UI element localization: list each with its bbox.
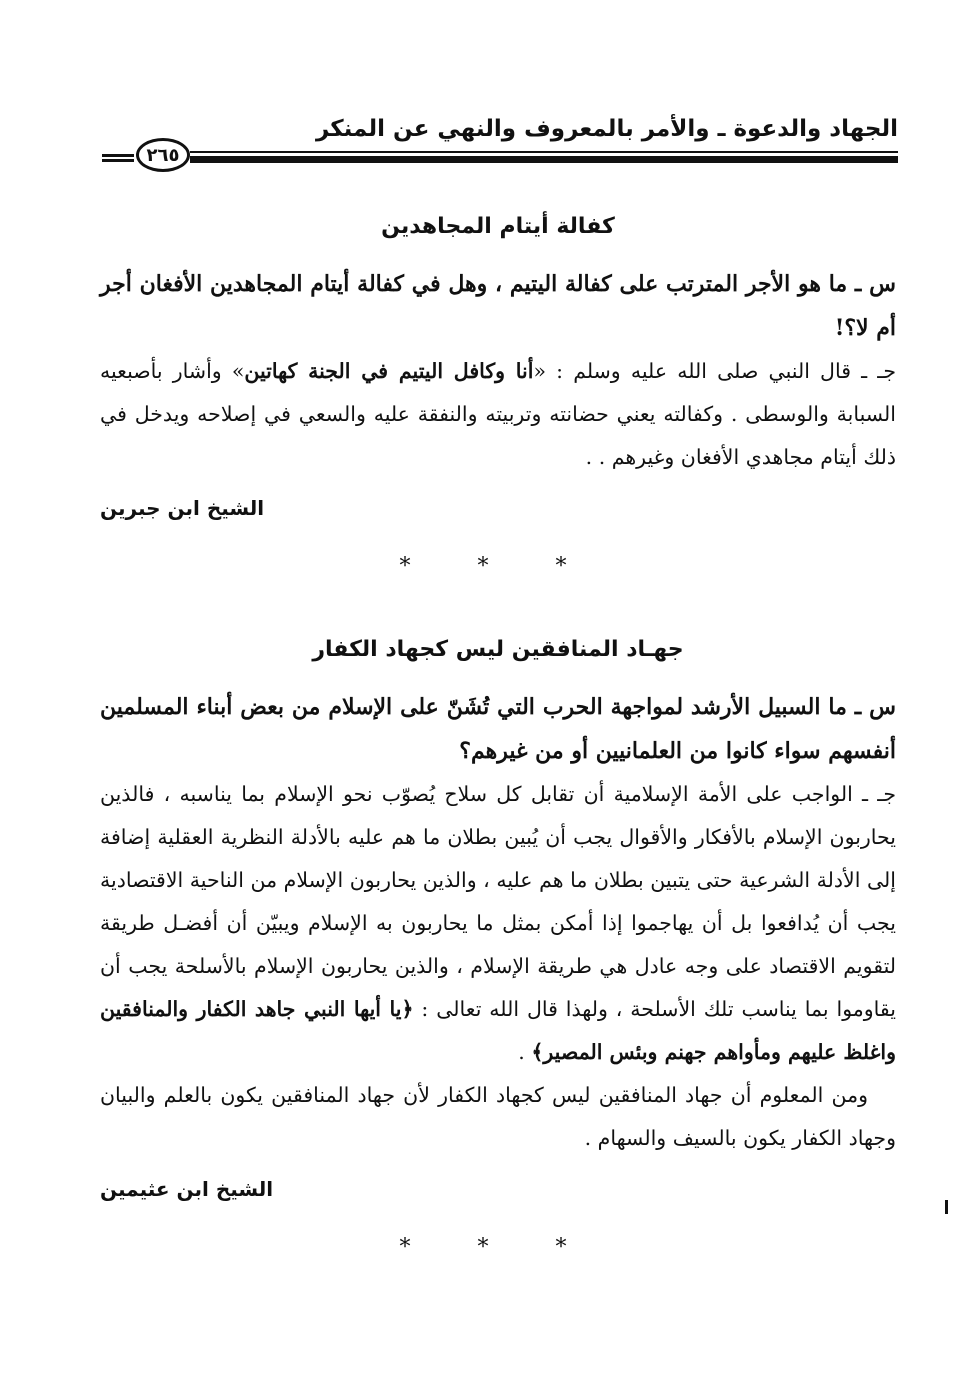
header-rule-left [102, 154, 134, 162]
answer-text [100, 350, 896, 479]
answer-prefix: جـ ـ قال النبي صلى الله عليه وسلم : « [533, 359, 896, 383]
signature [100, 487, 896, 529]
answer-closing: ومن المعلوم أن جهاد المنافقين ليس كجهاد الكفار لأن جهاد المنافقين يكون بالعلم والبيان وجهاد الكفار يكون بالسيف والسهام . [100, 1083, 896, 1150]
page-content [100, 200, 896, 1314]
page-number: ٢٦٥ [136, 138, 190, 172]
section-title: كفالة أيتام المجاهدين [381, 214, 615, 239]
question-text: س ـ ما هو الأجر المترتب على كفالة اليتيم ، وهل في كفالة أيتام المجاهدين الأفغان أجر أم لا؟! [100, 271, 896, 341]
margin-mark [945, 1200, 948, 1214]
signature-text: الشيخ ابن عثيمين [100, 1177, 274, 1201]
section-orphans-sponsorship [100, 210, 896, 585]
section-separator: * * * [399, 1235, 597, 1260]
header-rule [190, 156, 898, 163]
answer-rest: » وأشار بأصبعيه السبابة والوسطى . وكفالته يعني حضانته وتربيته والنفقة عليه والسعي في إصلاحه ويدخل في ذلك أيتام مجاهدي الأفغان وغيرهم . . [100, 359, 896, 469]
section-hypocrites-jihad [100, 633, 896, 1266]
question-text: س ـ ما السبيل الأرشد لمواجهة الحرب التي تُشَنّ على الإسلام من بعض أبناء المسلمين أنفسهم سواء كانوا من العلمانيين أو من غيرهم؟ [100, 694, 896, 764]
verse-end: . [518, 1040, 532, 1064]
answer-text [100, 773, 896, 1160]
section-separator: * * * [399, 554, 597, 579]
hadith-quote: أنا وكافل اليتيم في الجنة كهاتين [244, 359, 534, 383]
answer-main: جـ ـ الواجب على الأمة الإسلامية أن تقابل كل سلاح يُصوّب نحو الإسلام بما يناسبه ، فالذين يحاربون الإسلام بالأفكار والأقوال يجب أن يُبين بطلان ما هم عليه بالأدلة النظرية العقلية إضافة إلى الأدلة الشرعية حتى يتبين بطلان ما هم عليه ، والذين يحاربون الإسلام من الناحية الاقتصادية يجب أن يُدافعوا بل أن يهاجموا إذا أمكن بمثل ما يحاربون به الإسلام ويبيّن أن أفضـل طريقة لتقويم الاقتصاد على وجه عادل هي طريقة الإسلام ، والذين يحاربون الإسلام بالأسلحة يجب أن يقاوموا بما يناسب تلك الأسلحة ، ولهذا قال الله تعالى : [100, 782, 897, 1021]
section-title: جهـاد المنافقين ليس كجهاد الكفار [312, 637, 684, 662]
signature [100, 1168, 896, 1210]
running-header-title: الجهاد والدعوة ـ والأمر بالمعروف والنهي عن المنكر [315, 116, 898, 142]
quran-verse: ﴿يا أيها النبي جاهد الكفار والمنافقين واغلظ عليهم ومأواهم جهنم وبئس المصير﴾ [100, 997, 896, 1064]
signature-text: الشيخ ابن جبرين [100, 496, 265, 520]
